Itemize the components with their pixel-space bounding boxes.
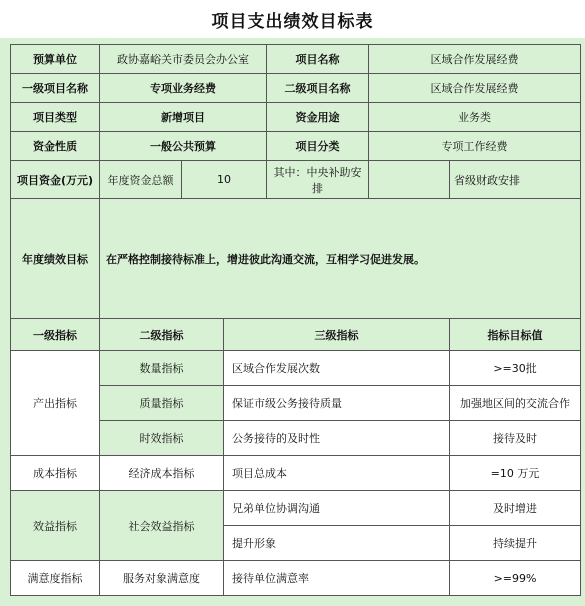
budget-unit-value: 政协嘉峪关市委员会办公室 <box>100 45 267 74</box>
target-row-5: 及时增进 <box>450 491 581 526</box>
funds-label: 项目资金(万元) <box>11 161 100 199</box>
benefit-indicator: 效益指标 <box>11 491 100 561</box>
fund-nature-value: 一般公共预算 <box>100 132 267 161</box>
target-row-1: >=30批 <box>450 351 581 386</box>
goal-text: 在严格控制接待标准上，增进彼此沟通交流，互相学习促进发展。 <box>100 199 581 319</box>
target-row-6: 持续提升 <box>450 526 581 561</box>
indicator-row-3: 公务接待的及时性 <box>224 421 450 456</box>
indicator-row-5: 兄弟单位协调沟通 <box>224 491 450 526</box>
level1-project-label: 一级项目名称 <box>11 74 100 103</box>
level2-project-value: 区域合作发展经费 <box>369 74 581 103</box>
cost-indicator: 成本指标 <box>11 456 100 491</box>
header-level1: 一级指标 <box>11 319 100 351</box>
quantity-indicator: 数量指标 <box>100 351 224 386</box>
economic-cost-indicator: 经济成本指标 <box>100 456 224 491</box>
indicator-row-7: 接待单位满意率 <box>224 561 450 596</box>
project-name-label: 项目名称 <box>267 45 369 74</box>
timeliness-indicator: 时效指标 <box>100 421 224 456</box>
project-class-label: 项目分类 <box>267 132 369 161</box>
target-row-4: =10 万元 <box>450 456 581 491</box>
fund-use-value: 业务类 <box>369 103 581 132</box>
header-level2: 二级指标 <box>100 319 224 351</box>
fund-nature-label: 资金性质 <box>11 132 100 161</box>
satisfaction-indicator: 满意度指标 <box>11 561 100 596</box>
project-name-value: 区域合作发展经费 <box>369 45 581 74</box>
indicator-row-6: 提升形象 <box>224 526 450 561</box>
quality-indicator: 质量指标 <box>100 386 224 421</box>
fund-use-label: 资金用途 <box>267 103 369 132</box>
annual-total-label: 年度资金总额 <box>100 161 182 199</box>
level2-project-label: 二级项目名称 <box>267 74 369 103</box>
service-satisfaction-indicator: 服务对象满意度 <box>100 561 224 596</box>
project-type-label: 项目类型 <box>11 103 100 132</box>
performance-table <box>10 44 581 596</box>
province-label: 省级财政安排 <box>450 161 581 199</box>
budget-unit-label: 预算单位 <box>11 45 100 74</box>
level1-project-value: 专项业务经费 <box>100 74 267 103</box>
indicator-row-1: 区域合作发展次数 <box>224 351 450 386</box>
goal-label: 年度绩效目标 <box>11 199 100 319</box>
target-row-3: 接待及时 <box>450 421 581 456</box>
indicator-row-4: 项目总成本 <box>224 456 450 491</box>
project-type-value: 新增项目 <box>100 103 267 132</box>
target-row-7: >=99% <box>450 561 581 596</box>
page-title: 项目支出绩效目标表 <box>0 0 585 38</box>
indicator-row-2: 保证市级公务接待质量 <box>224 386 450 421</box>
social-benefit-indicator: 社会效益指标 <box>100 491 224 561</box>
target-row-2: 加强地区间的交流合作 <box>450 386 581 421</box>
annual-total-value: 10 <box>182 161 267 199</box>
central-value <box>369 161 450 199</box>
header-target: 指标目标值 <box>450 319 581 351</box>
header-level3: 三级指标 <box>224 319 450 351</box>
project-class-value: 专项工作经费 <box>369 132 581 161</box>
central-label: 其中：中央补助安排 <box>267 161 369 199</box>
output-indicator: 产出指标 <box>11 351 100 456</box>
